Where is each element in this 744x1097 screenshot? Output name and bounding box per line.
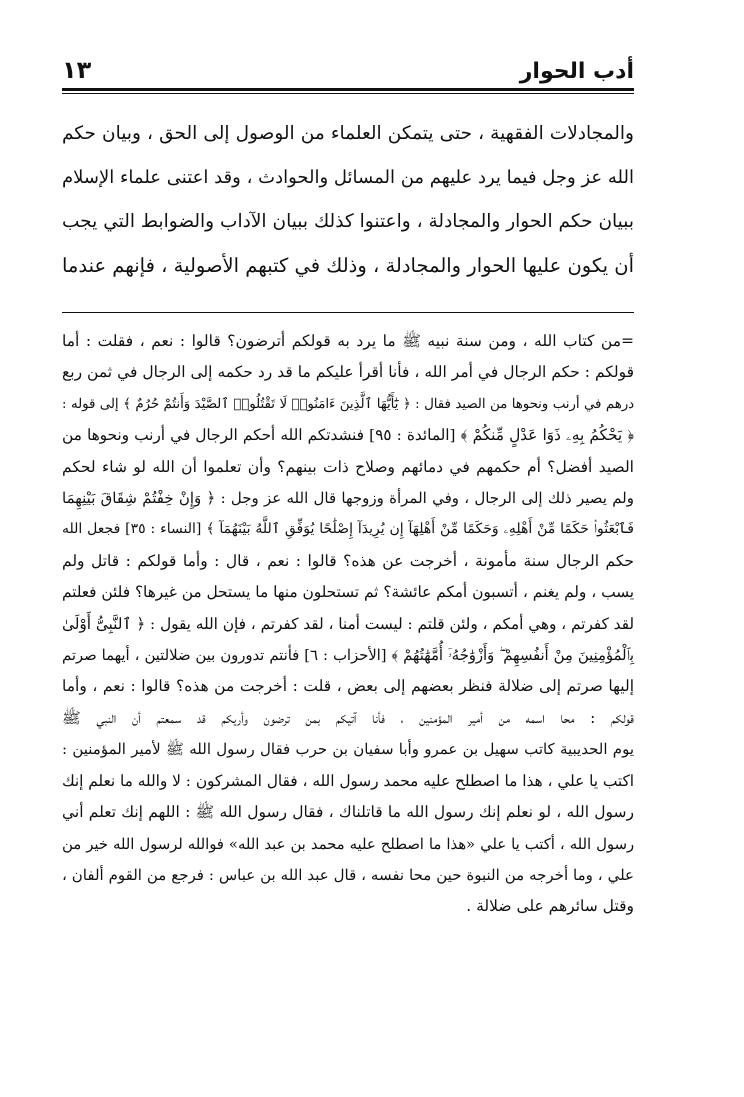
footnote-line: حكم الرجال سنة مأمونة ، أخرجت عن هذه؟ قالوا : نعم ، قال : وأما قولكم : قاتل ولم: [62, 551, 634, 570]
running-title: أدب الحوار: [519, 59, 634, 84]
page-number: ١٣: [62, 56, 92, 84]
footnote-line: بِٱلْمُؤْمِنِينَ مِنْ أَنفُسِهِمْ ۖ وَأَزْوَٰجُهُۥٓ أُمَّهَٰتُهُمْ ﴾ [الأحزاب : ٦] فأنتم تدورون بين ضلالتين ، أيهما صرتم: [62, 647, 634, 665]
footnote-line: قولكم : حكم الرجال في أمر الله ، فأنا أقرأ عليكم ما قد رد حكمه إلى الرجال في ثمن ربع: [62, 363, 634, 382]
footnote-line: =من كتاب الله ، ومن سنة نبيه ﷺ ما يرد به قولكم أترضون؟ قالوا : نعم ، فقلت : أما: [62, 332, 634, 350]
footnote-line: رسول الله ، لو نعلم إنك رسول الله ما قاتلناك ، فقال رسول الله ﷺ : اللهم إنك تعلم أني: [62, 803, 634, 822]
main-text-line: الله عز وجل فيما يرد عليهم من المسائل والحوادث ، وقد اعتنى علماء الإسلام: [62, 167, 634, 188]
footnote: [62, 326, 634, 923]
footnote-line: الصيد أفضل؟ أم حكمهم في دمائهم وصلاح ذات بينهم؟ وأن تعلموا أن الله لو شاء لحكم: [62, 457, 634, 476]
footnote-line: يسب ، ولم يغنم ، أتسبون أمكم عائشة؟ ثم تستحلون منها ما يستحل من غيرها؟ فلئن فعلتم: [62, 583, 634, 602]
footnote-line: وقتل سائرهم على ضلالة .: [466, 897, 634, 916]
footnote-line: قولكم : محا اسمه من أمير المؤمنين ، فأنا آتيكم بمن ترضون وأريكم قد سمعتم أن النبي ﷺ: [62, 708, 634, 727]
footnote-line: درهم في أرنب ونحوها من الصيد فقال : ﴿ يَٰٓأَيُّهَا ٱلَّذِينَ ءَامَنُوا۟ لَا تَقْتُلُوا۟ ٱلصَّيْدَ وَأَنتُمْ حُرُمٌ ﴾ إلى قوله :: [62, 396, 634, 412]
footnote-line: ﴿ يَحْكُمُ بِهِۦ ذَوَا عَدْلٍ مِّنكُمْ ﴾ [المائدة : ٩٥] فنشدتكم الله أحكم الرجال في أرنب ونحوها من: [62, 426, 634, 445]
footnote-line: اكتب يا علي ، هذا ما اصطلح عليه محمد رسول الله ، فقال المشركون : لا والله ما نعلم إنك: [62, 771, 634, 790]
main-text-line: أن يكون عليها الحوار والمجادلة ، وذلك في كتبهم الأصولية ، فإنهم عندما: [61, 254, 634, 277]
footnote-line: فَٱبْعَثُوا۟ حَكَمًا مِّنْ أَهْلِهِۦ وَحَكَمًا مِّنْ أَهْلِهَآ إِن يُرِيدَآ إِصْلَٰحًا يُوَفِّقِ ٱللَّهُ بَيْنَهُمَآ ﴾ [النساء : ٣٥] فجعل الله: [62, 521, 634, 538]
main-text: [62, 112, 634, 288]
footnote-line: رسول الله ، أكتب يا علي «هذا ما اصطلح عليه محمد بن عبد الله» فوالله لرسول الله خير من: [62, 835, 634, 853]
footnote-separator: [62, 312, 634, 313]
footnote-line: ولم يصير ذلك إلى الرجال ، وفي المرأة وزوجها قال الله عز وجل : ﴿ وَإِنْ خِفْتُمْ شِقَاقَ بَيْنِهِمَا: [62, 489, 634, 508]
footnote-line: لقد كفرتم ، وهي أمكم ، ولئن قلتم : ليست أمنا ، لقد كفرتم ، فإن الله يقول : ﴿ ٱلنَّبِىُّ أَوْلَىٰ: [62, 614, 634, 633]
main-text-line: والمجادلات الفقهية ، حتى يتمكن العلماء من الوصول إلى الحق ، وبيان حكم: [62, 123, 634, 144]
main-text-line: ببيان حكم الحوار والمجادلة ، واعتنوا كذلك ببيان الآداب والضوابط التي يجب: [62, 211, 634, 232]
footnote-line: علي ، وما أخرجه من النبوة حين محا نفسه ، قال عبد الله بن عباس : فرجع من القوم ألفان ،: [62, 865, 634, 884]
footnote-line: إليها صرتم إلى ضلالة فنظر بعضهم إلى بعض ، قلت : أخرجت من هذه؟ قالوا : نعم ، وأما: [62, 677, 634, 696]
footnote-line: يوم الحديبية كاتب سهيل بن عمرو وأبا سفيان بن حرب فقال رسول الله ﷺ لأمير المؤمنين :: [62, 740, 634, 759]
